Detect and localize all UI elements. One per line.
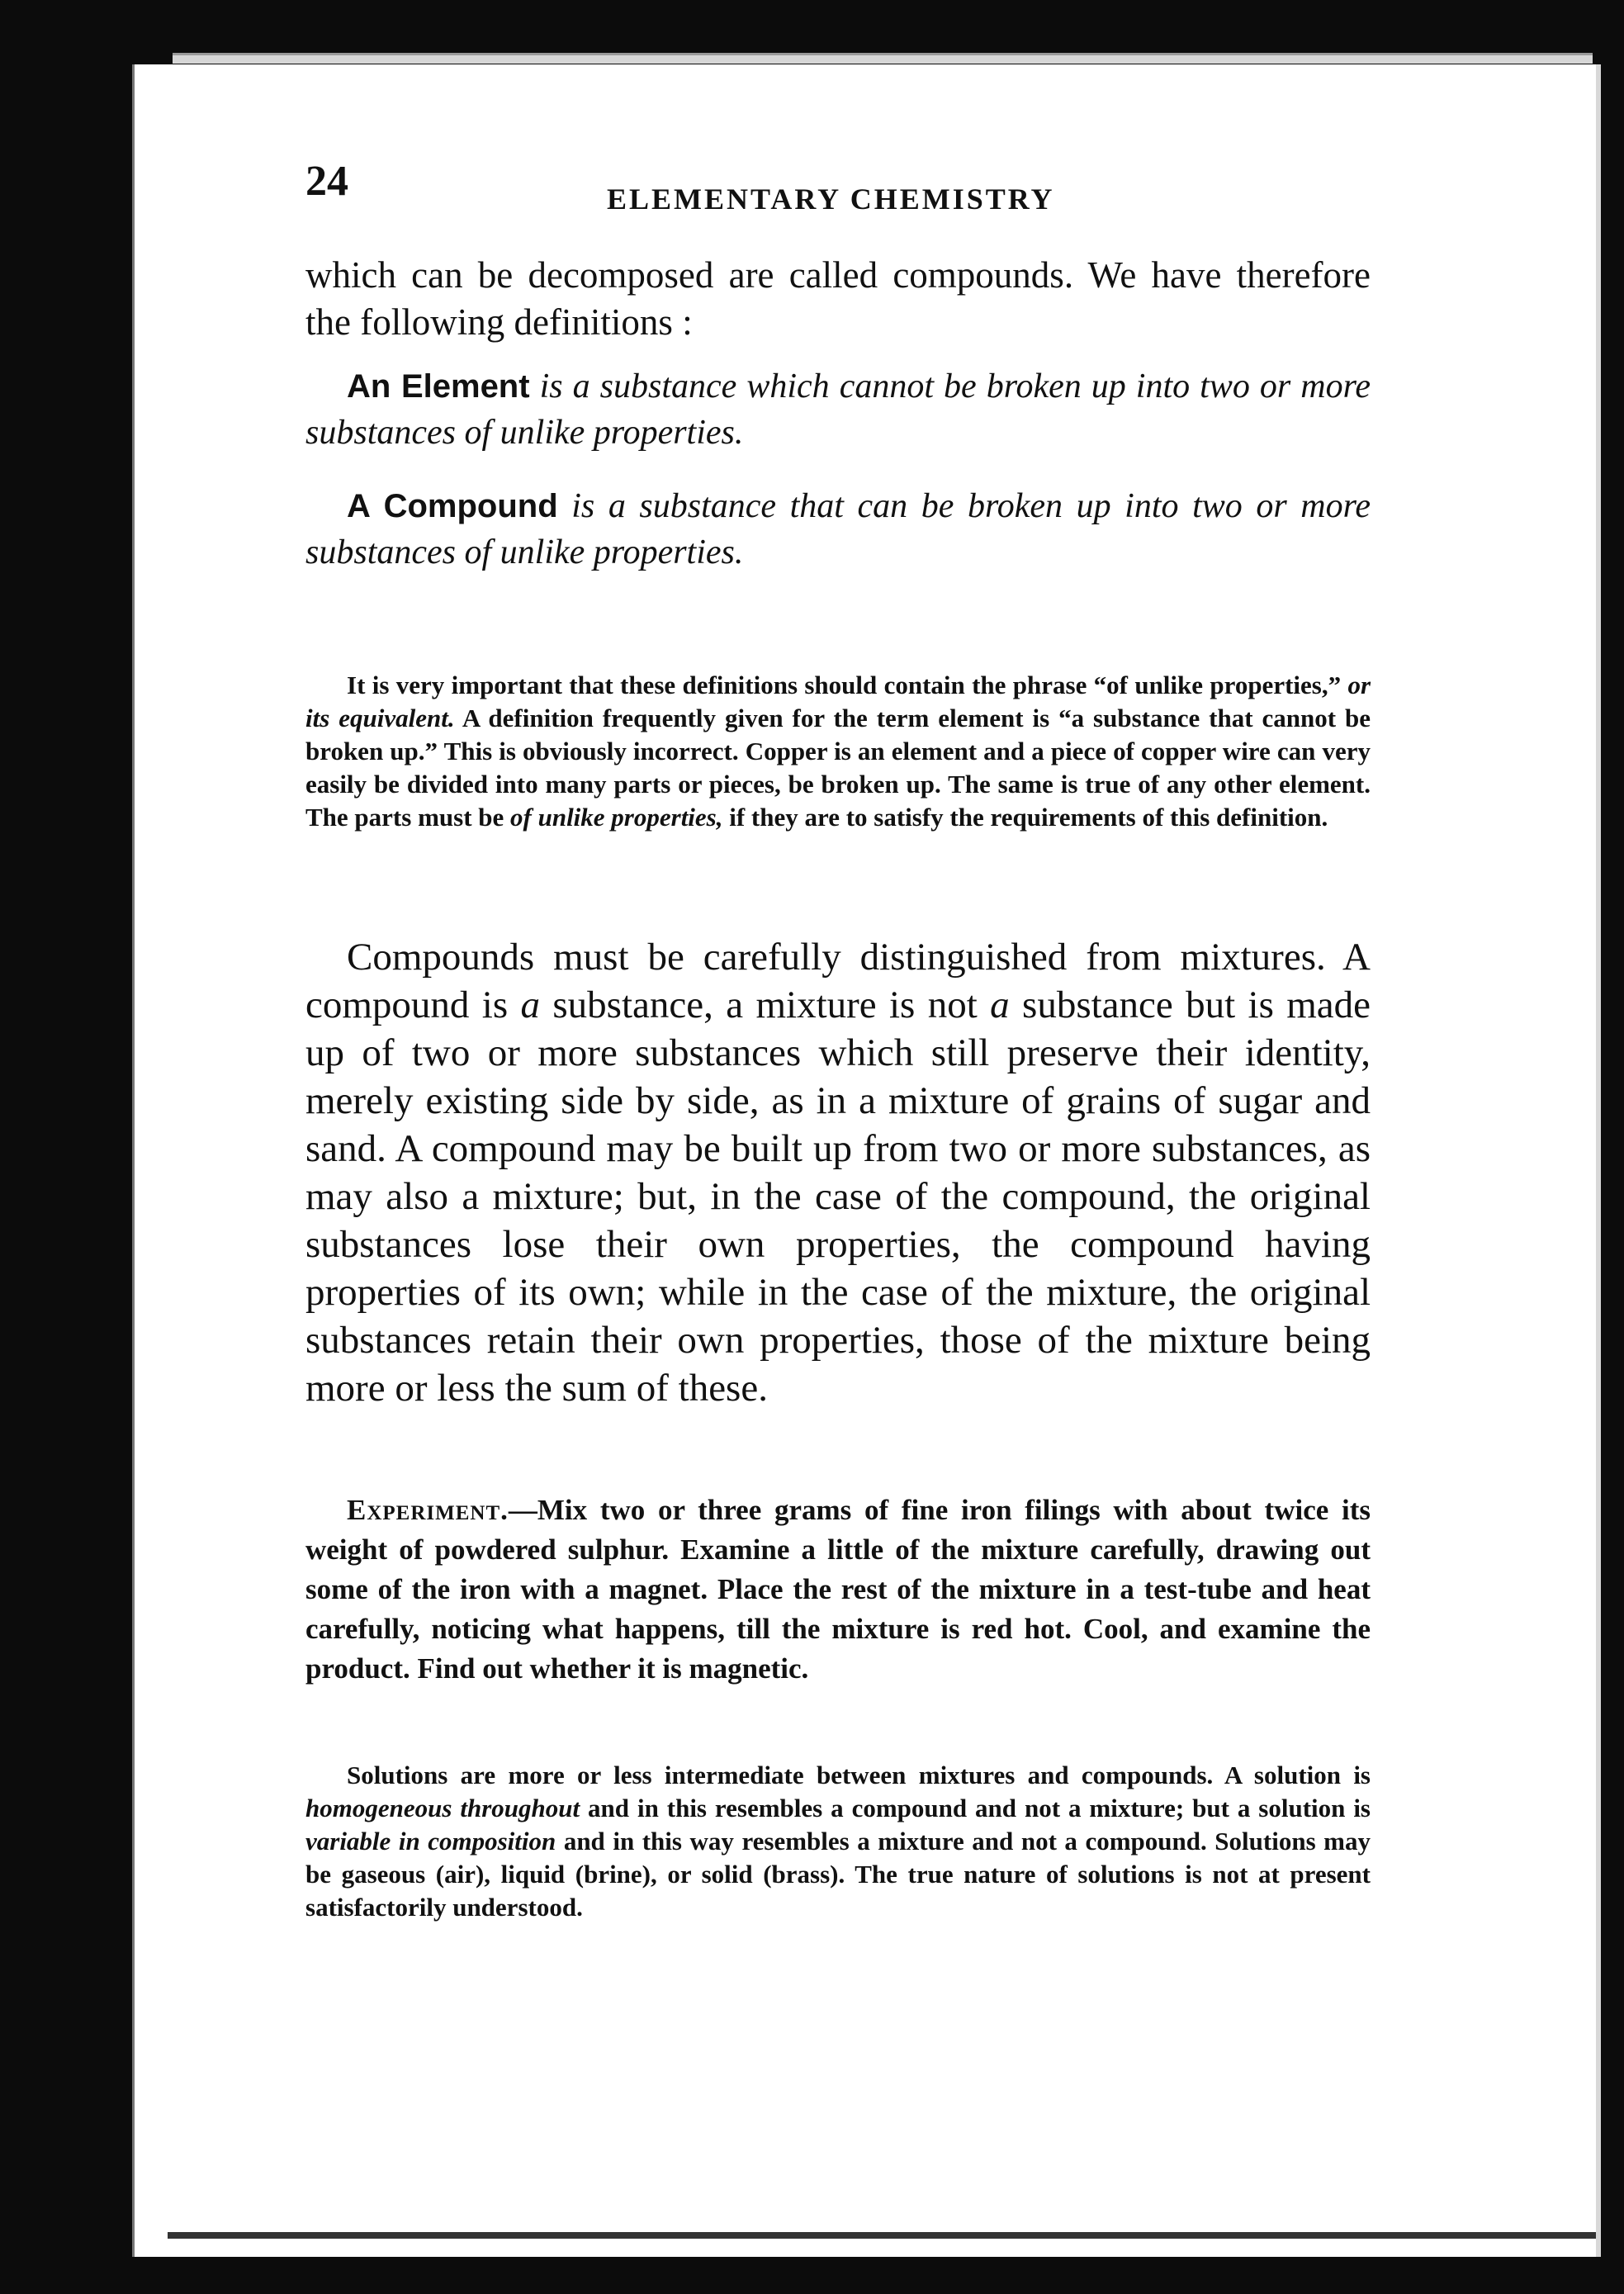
running-title: ELEMENTARY CHEMISTRY bbox=[607, 182, 1055, 216]
mixtures-text-3: substance but is made up of two or more substances which still preserve their identity, merely existing side by side, as in a mixture of grains of sugar and sand. A compound may be built up from two or more substances, as may also a mixture; but, in the case of the compound, the original substances lose their own properties, the compound having properties of its own; while in the case of the mixture, the original substances retain their own properties, those of the mixture being more or less the sum of these. bbox=[305, 983, 1371, 1410]
definition-element bbox=[305, 363, 1371, 456]
page-number: 24 bbox=[305, 158, 348, 205]
definition-compound bbox=[305, 483, 1371, 576]
note-text-part-3: if they are to satisfy the requirements of this definition. bbox=[729, 803, 1328, 832]
definition-element-term: An Element bbox=[347, 368, 530, 405]
top-edge-rule bbox=[173, 53, 1593, 64]
mixtures-italic-2: a bbox=[990, 983, 1010, 1026]
experiment-text: —Mix two or three grams of fine iron filings with about twice its weight of powdered sulphur. Examine a little of the mixture carefully, drawing out some of the iron with a magnet. Place the rest of the mixture in a test-tube and heat carefully, noticing what happens, till the mixture is red hot. Cool, and examine the product. Find out whether it is magnetic. bbox=[305, 1494, 1371, 1685]
solutions-text-1: Solutions are more or less intermediate between mixtures and compounds. A solution is bbox=[347, 1761, 1371, 1789]
experiment-paragraph bbox=[305, 1491, 1371, 1689]
solutions-italic-1: homogeneous throughout bbox=[305, 1794, 580, 1822]
solutions-italic-2: variable in composition bbox=[305, 1827, 556, 1856]
note-text-part-2: A definition frequently given for the term element is “a substance that cannot be broken up.” This is obviously incorrect. Copper is an element and a piece of copper wire can very easily be divided into many parts or pieces, be broken up. The same is true of any other element. The parts must be bbox=[305, 704, 1371, 832]
bottom-edge-rule bbox=[168, 2232, 1596, 2239]
definition-note bbox=[305, 669, 1371, 834]
opening-paragraph: which can be decomposed are called compounds. We have therefore the following definitions : bbox=[305, 254, 1371, 343]
mixtures-text-1: Compounds must be carefully distinguished from mixtures. A compound is bbox=[305, 936, 1371, 1026]
mixtures-text-2: substance, a mixture is not bbox=[552, 983, 978, 1026]
definition-element-text: is a substance which cannot be broken up into two or more substances of unlike properties. bbox=[305, 367, 1371, 452]
definition-compound-text: is a substance that can be broken up into two or more substances of unlike properties. bbox=[305, 487, 1371, 571]
note-text-italic-2: of unlike properties, bbox=[510, 803, 723, 832]
definition-compound-term: A Compound bbox=[347, 488, 558, 524]
note-text-part-1: It is very important that these definitions should contain the phrase “of unlike properties,” bbox=[347, 671, 1342, 699]
mixtures-paragraph bbox=[305, 933, 1371, 1412]
solutions-text-2: and in this resembles a compound and not a mixture; but a solution is bbox=[588, 1794, 1371, 1822]
note-text-italic-1: or its equivalent. bbox=[305, 671, 1371, 732]
experiment-label: Experiment. bbox=[347, 1494, 509, 1526]
solutions-text-3: and in this way resembles a mixture and not a compound. Solutions may be gaseous (air), liquid (brine), or solid (brass). The true nature of solutions is not at present satisfactorily understood. bbox=[305, 1827, 1371, 1922]
mixtures-italic-1: a bbox=[520, 983, 541, 1026]
solutions-note bbox=[305, 1759, 1371, 1924]
